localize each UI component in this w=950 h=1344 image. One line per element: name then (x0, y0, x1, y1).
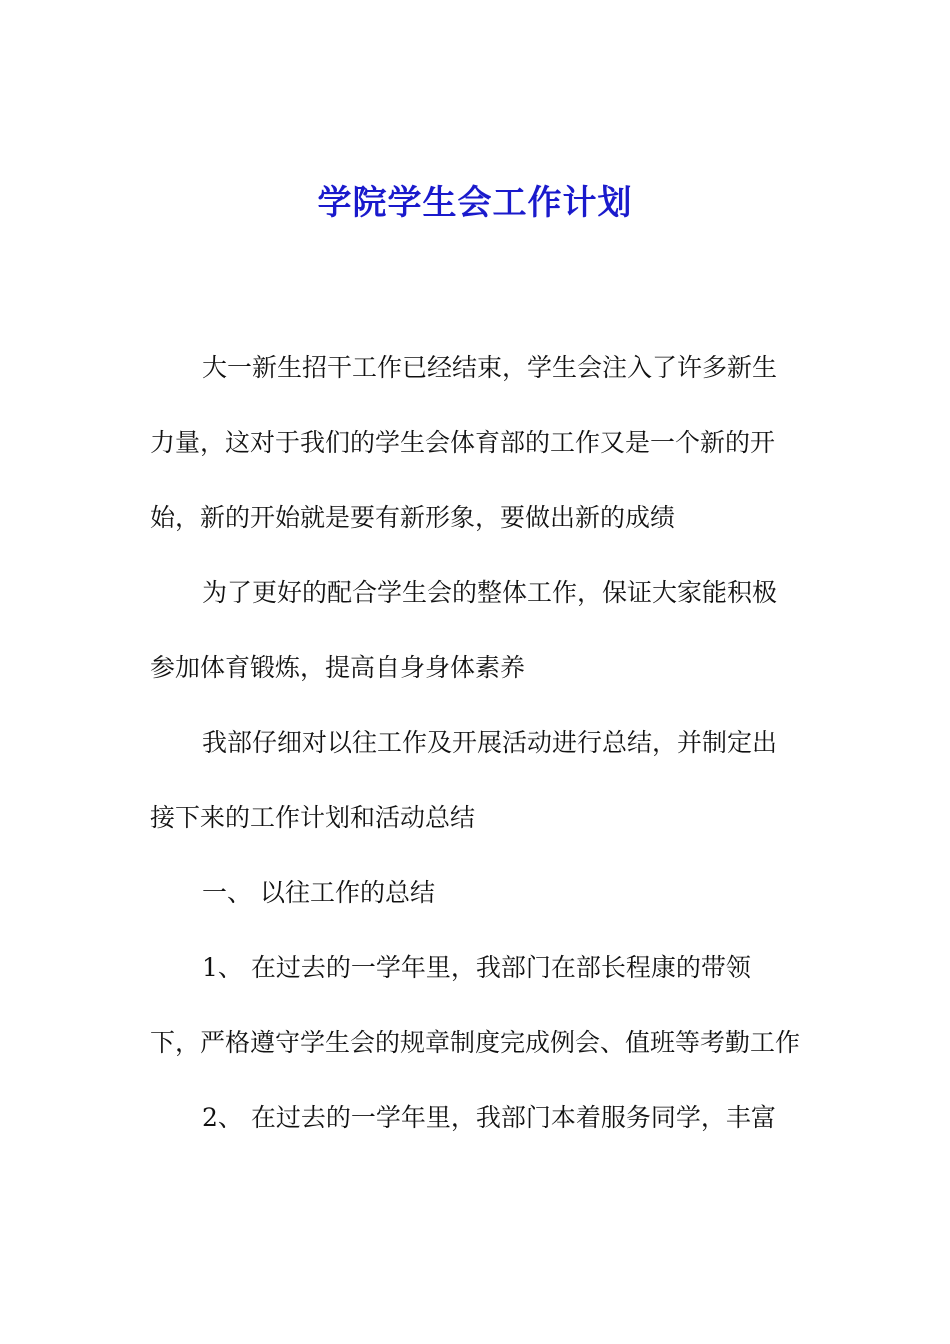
section-heading-past-work: 一、 以往工作的总结 (202, 878, 435, 907)
list-item-1: 1、 在过去的一学年里，我部门在部长程康的带领下，严格遵守学生会的规章制度完成例会、值班等考勤工作 (150, 953, 801, 1057)
paragraph-summary-plan: 我部仔细对以往工作及开展活动进行总结，并制定出接下来的工作计划和活动总结 (150, 728, 778, 832)
document-body (150, 330, 800, 1155)
paragraph-purpose: 为了更好的配合学生会的整体工作，保证大家能积极参加体育锻炼，提高自身身体素养 (150, 578, 778, 682)
document-title: 学院学生会工作计划 (317, 183, 633, 223)
list-item-2: 2、 在过去的一学年里，我部门本着服务同学，丰富 (202, 1103, 776, 1132)
paragraph-intro: 大一新生招干工作已经结束，学生会注入了许多新生力量，这对于我们的学生会体育部的工作又是一个新的开始，新的开始就是要有新形象，要做出新的成绩 (150, 353, 778, 532)
